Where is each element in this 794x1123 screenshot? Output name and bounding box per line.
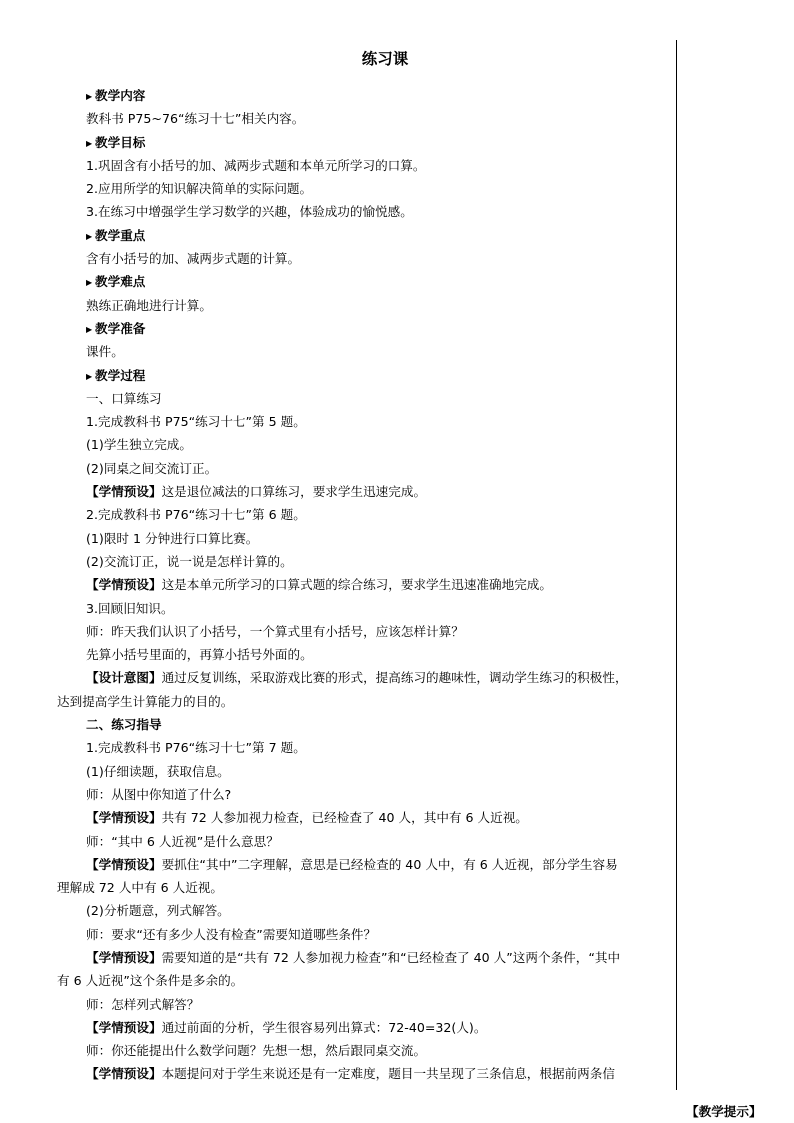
annotation-text: 这是本单元所学习的口算式题的综合练习，要求学生迅速准确地完成。 [161, 577, 552, 593]
section-heading [57, 131, 671, 154]
paragraph-line: 师：“其中 6 人近视”是什么意思？ [86, 833, 279, 849]
annotation-tag: 【学情预设】 [86, 577, 162, 593]
section-heading [57, 270, 671, 293]
paragraph-line: 3.在练习中增强学生学习数学的兴趣，体验成功的愉悦感。 [86, 204, 413, 220]
annotation-text: 需要知道的是“共有 72 人参加视力检查”和“已经检查了 40 人”这两个条件，“其中 [161, 949, 621, 965]
triangle-bullet-icon: ▶ [86, 278, 93, 288]
margin-divider-line [676, 40, 677, 1090]
paragraph-line: 熟练正确地进行计算。 [86, 297, 212, 313]
paragraph-line: 师：昨天我们认识了小括号，一个算式里有小括号，应该怎样计算？ [86, 623, 464, 639]
section-heading [57, 84, 671, 107]
paragraph-line: 师：从图中你知道了什么? [86, 786, 232, 802]
annotated-paragraph [57, 1016, 671, 1039]
section-heading-text: 教学内容 [95, 88, 146, 103]
section-heading [57, 317, 671, 340]
triangle-bullet-icon: ▶ [86, 324, 93, 334]
annotated-paragraph [57, 573, 671, 596]
paragraph-line: 2.应用所学的知识解决简单的实际问题。 [86, 181, 313, 197]
annotated-paragraph [57, 853, 671, 876]
triangle-bullet-icon: ▶ [86, 231, 93, 241]
triangle-bullet-icon: ▶ [86, 92, 93, 101]
triangle-bullet-icon: ▶ [86, 371, 93, 381]
section-heading-text: 教学目标 [95, 134, 146, 150]
annotation-tag: 【学情预设】 [86, 949, 162, 965]
paragraph-line: 1.巩固含有小括号的加、减两步式题和本单元所学习的口算。 [86, 157, 426, 173]
annotation-text: 要抓住“其中”二字理解，意思是已经检查的 40 人中，有 6 人近视，部分学生容易 [161, 856, 618, 872]
paragraph-line: (2)分析题意，列式解答。 [86, 903, 230, 919]
paragraph-line: (2)交流订正，说一说是怎样计算的。 [86, 553, 293, 569]
section-heading [57, 224, 671, 247]
paragraph-line: 1.完成教科书 P76“练习十七”第 7 题。 [86, 740, 306, 756]
annotated-paragraph [57, 666, 671, 689]
annotation-text: 通过前面的分析，学生很容易列出算式：72-40=32(人)。 [161, 1019, 487, 1035]
paragraph-line: 一、口算练习 [86, 390, 162, 406]
section-heading-text: 教学过程 [95, 367, 146, 383]
annotation-tag: 【学情预设】 [86, 1066, 162, 1082]
paragraph-line: 师：你还能提出什么数学问题？先想一想，然后跟同桌交流。 [86, 1043, 427, 1059]
page-title: 练习课 [361, 50, 409, 68]
annotated-paragraph [57, 480, 671, 503]
paragraph-line: (1)仔细读题，获取信息。 [86, 763, 230, 779]
annotation-tag: 【学情预设】 [86, 484, 162, 500]
paragraph-line: 师：怎样列式解答？ [86, 996, 200, 1012]
annotation-text: 这是退位减法的口算练习，要求学生迅速完成。 [161, 484, 427, 500]
paragraph-line: 先算小括号里面的，再算小括号外面的。 [86, 647, 313, 663]
paragraph-line: 1.完成教科书 P75“练习十七”第 5 题。 [86, 414, 306, 430]
annotated-paragraph [57, 1062, 671, 1085]
paragraph-line: 3.回顾旧知识。 [86, 600, 174, 616]
paragraph-line: (1)学生独立完成。 [86, 437, 192, 453]
annotation-tag: 【设计意图】 [86, 670, 162, 686]
paragraph-line: 2.完成教科书 P76“练习十七”第 6 题。 [86, 507, 306, 523]
paragraph-line: 理解成 72 人中有 6 人近视。 [57, 880, 223, 896]
annotation-text: 通过反复训练，采取游戏比赛的形式，提高练习的趣味性，调动学生练习的积极性， [161, 670, 628, 686]
lesson-content [57, 84, 671, 1086]
section-heading-text: 二、练习指导 [86, 717, 162, 733]
section-heading-text: 教学难点 [95, 274, 146, 290]
annotation-text: 共有 72 人参加视力检查，已经检查了 40 人，其中有 6 人近视。 [161, 810, 528, 826]
paragraph-line: 达到提高学生计算能力的目的。 [57, 693, 234, 709]
section-heading-text: 教学重点 [95, 227, 146, 243]
paragraph-line: 课件。 [86, 344, 124, 360]
paragraph-line: 教科书 P75~76“练习十七”相关内容。 [86, 111, 305, 127]
paragraph-line: 师：要求“还有多少人没有检查”需要知道哪些条件？ [86, 926, 377, 942]
section-heading [57, 713, 671, 736]
section-heading [57, 364, 671, 387]
annotated-paragraph [57, 946, 671, 969]
annotation-text: 本题提问对于学生来说还是有一定难度，题目一共呈现了三条信息，根据前两条信 [161, 1066, 615, 1082]
annotation-tag: 【学情预设】 [86, 810, 162, 826]
paragraph-line: 含有小括号的加、减两步式题的计算。 [86, 251, 301, 267]
triangle-bullet-icon: ▶ [86, 138, 93, 148]
paragraph-line: 有 6 人近视”这个条件是多余的。 [57, 973, 244, 989]
section-heading-text: 教学准备 [95, 320, 146, 336]
paragraph-line: (2)同桌之间交流订正。 [86, 460, 218, 476]
teaching-hint-label: 【教学提示】 [686, 1104, 762, 1119]
annotated-paragraph [57, 806, 671, 829]
annotation-tag: 【学情预设】 [86, 1019, 162, 1035]
paragraph-line: (1)限时 1 分钟进行口算比赛。 [86, 530, 259, 546]
annotation-tag: 【学情预设】 [86, 856, 162, 872]
